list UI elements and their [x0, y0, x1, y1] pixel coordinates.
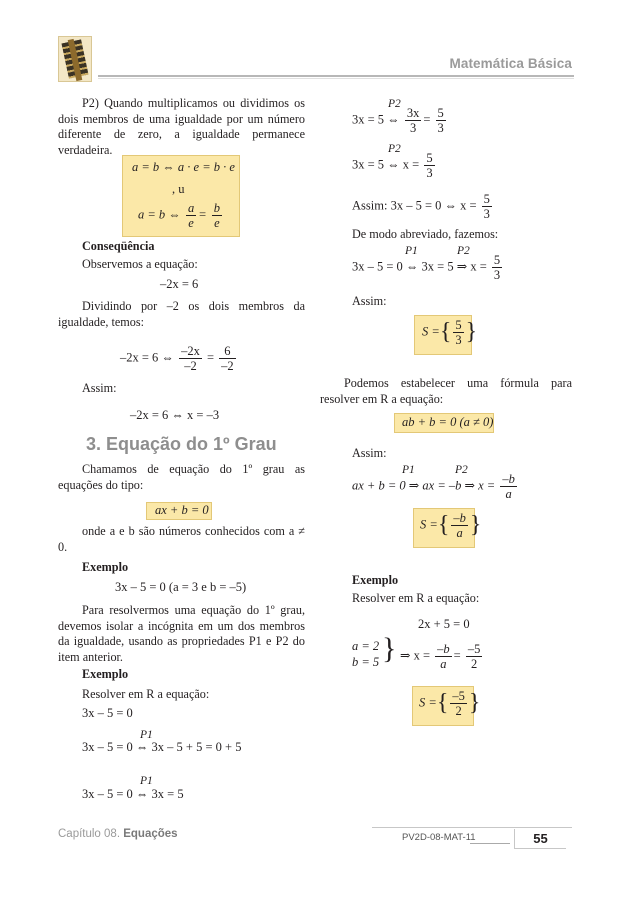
page-number: 55 [514, 829, 566, 849]
exemplo1-equation: 3x – 5 = 0 (a = 3 e b = –5) [115, 580, 247, 594]
resolver2-text: Resolver em R a equação: [352, 591, 480, 605]
abrev-p2-label: P2 [457, 245, 470, 257]
abrev-equation: 3x – 5 = 0 ⇔ 3x = 5 ⇒ x = $\frac{5}{3}$ [352, 253, 501, 282]
footer-top-line [372, 827, 572, 828]
gen-p1-label: P1 [402, 464, 415, 476]
resolver1-text: Resolver em R a equação: [82, 687, 210, 701]
gen-p2-label: P2 [455, 464, 468, 476]
exemplo1-heading: Exemplo [82, 560, 129, 574]
assim1-label: Assim: [82, 381, 117, 395]
footer-code: PV2D-08-MAT-11 [402, 832, 476, 843]
header-title: Matemática Básica [449, 56, 572, 71]
ab-brace: } [382, 632, 397, 665]
p2-rule1: a = b ⇔ a · e = b · e [132, 160, 235, 174]
onde-text: onde a e b são números conhecidos com a ≠ 0. [58, 524, 305, 554]
step1-equation: 3x – 5 = 0 ⇔ 3x – 5 + 5 = 0 + 5 [82, 740, 242, 754]
para-resolvermos-text: Para resolvermos uma equação do 1º grau, devemos isolar a incógnita em um dos membros da igualdade, usando as propriedades P1 e P2 do item anterior. [58, 603, 305, 664]
dividindo-text: Dividindo por –2 os dois membros da igualdade, temos: [58, 299, 305, 329]
header-divider-shadow [98, 78, 574, 79]
general-solution: ax + b = 0 ⇒ ax = –b ⇒ x = $\frac{-b}{a}$ [352, 472, 515, 501]
consequencia-heading: Conseqüência [82, 239, 155, 253]
footer-chapter: Capítulo 08. Equações [58, 828, 178, 840]
chamamos-text: Chamamos de equação do 1º grau as equações do tipo: [58, 462, 305, 492]
podemos-text: Podemos estabelecer uma fórmula para resolver em R a equação: [320, 376, 572, 406]
header-divider [98, 75, 574, 77]
solution-set3: S ={ $\frac{-5}{2}$ } [419, 689, 481, 718]
footer-divider [470, 843, 510, 844]
p2-rule2: a = b ⇔ $\frac{a}{e}$ = $\frac{b}{e}$ [138, 201, 220, 230]
p2-or: , u [172, 182, 185, 196]
r2-p2-label: P2 [388, 143, 401, 155]
step1-p1-label: P1 [140, 729, 153, 741]
ab-values: a = 2 b = 5 [352, 639, 380, 669]
abrev-p1-label: P1 [405, 245, 418, 257]
step2-equation: 3x – 5 = 0 ⇔ 3x = 5 [82, 787, 184, 801]
r1-equation: 3x = 5 ⇔ $\frac{3x}{3}$ = $\frac{5}{3}$ [352, 106, 444, 135]
assim1-equation: –2x = 6 ⇔ x = –3 [130, 408, 220, 422]
section-heading: 3. Equação do 1º Grau [86, 434, 277, 454]
exemplo2-heading: Exemplo [82, 667, 129, 681]
p2-intro: P2) Quando multiplicamos ou dividimos os dois membros de uma igualdade por um número diferente de zero, a igualdade permanece verdadeira. [58, 96, 305, 157]
modo-abreviado-text: De modo abreviado, fazemos: [352, 227, 499, 241]
general-form: ax + b = 0 [155, 503, 209, 517]
r2-equation: 3x = 5 ⇔ x = $\frac{5}{3}$ [352, 151, 433, 180]
eq2: 2x + 5 = 0 [418, 617, 470, 631]
assim2-equation: Assim: 3x – 5 = 0 ⇔ x = $\frac{5}{3}$ [352, 192, 490, 221]
exemplo3-heading: Exemplo [352, 573, 399, 587]
eq-minus2x: –2x = 6 [160, 277, 199, 291]
divide-equation: –2x = 6 ⇔ $\frac{-2x}{-2}$ = $\frac{6}{-2}$ [120, 344, 234, 373]
example-solution: ⇒ x = $\frac{-b}{a}$ = $\frac{-5}{2}$ [400, 642, 481, 671]
assim4-label: Assim: [352, 446, 387, 460]
formula-text: ab + b = 0 (a ≠ 0) [402, 415, 494, 429]
assim3-label: Assim: [352, 294, 387, 308]
solution-set2: S ={ $\frac{-b}{a}$ } [420, 511, 482, 540]
r1-p2-label: P2 [388, 98, 401, 110]
solution-set1: S ={ $\frac{5}{3}$ } [422, 318, 478, 347]
book-logo-icon [58, 36, 92, 82]
eq1: 3x – 5 = 0 [82, 706, 133, 720]
step2-p1-label: P1 [140, 775, 153, 787]
observemos-text: Observemos a equação: [82, 257, 198, 271]
